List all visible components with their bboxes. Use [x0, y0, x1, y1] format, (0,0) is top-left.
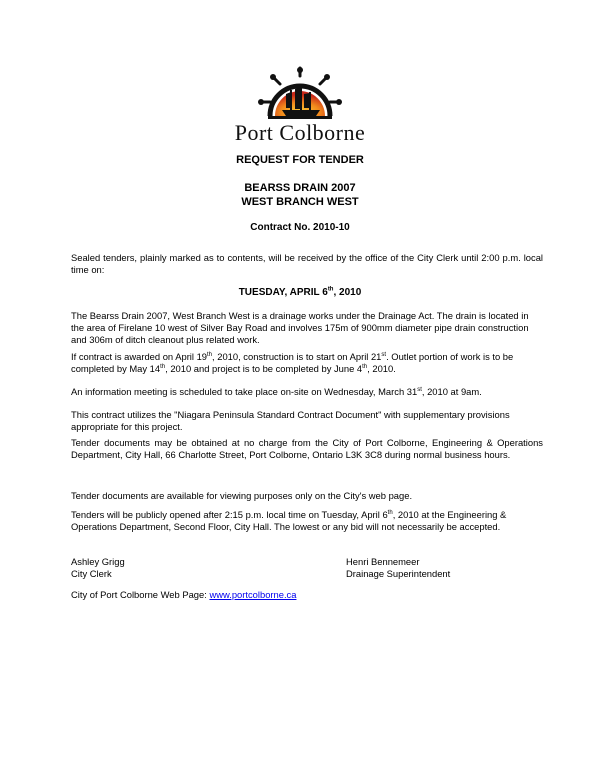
signatory-left-title: City Clerk: [71, 568, 112, 579]
description-paragraph: The Bearss Drain 2007, West Branch West is a drainage works under the Drainage Act. The drain is located in the area of Firelane 10 west of Silver Bay Road and involves 175m of 900mm diameter pipe drain construction and 306m of ditch cleanout plus related work.: [71, 310, 529, 345]
opening-paragraph: Tenders will be publicly opened after 2:15 p.m. local time on Tuesday, April 6th, 2010 at the Engineering & Operations Department, Second Floor, City Hall. The lowest or any bid will not necessarily be accepted.: [71, 509, 507, 532]
signatory-right-name: Henri Bennemeer: [346, 556, 420, 567]
web-page-line: [71, 589, 543, 601]
meeting-paragraph: An information meeting is scheduled to take place on-site on Wednesday, March 31st, 2010 at 9am.: [71, 386, 482, 397]
signatory-left-name: Ashley Grigg: [71, 556, 125, 567]
tender-documents-paragraph: Tender documents may be obtained at no charge from the City of Port Colborne, Engineering & Operations Department, City Hall, 66 Charlotte Street, Port Colborne, Ontario L3K 3C8 during normal business hours.: [71, 437, 543, 460]
web-page-link[interactable]: www.portcolborne.ca: [209, 589, 297, 600]
project-name-line2: WEST BRANCH WEST: [241, 196, 359, 208]
viewing-paragraph: Tender documents are available for viewing purposes only on the City's web page.: [71, 490, 413, 501]
signatory-left: [71, 556, 125, 580]
contract-document-paragraph: This contract utilizes the "Niagara Peninsula Standard Contract Document" with supplementary provisions appropriate for this project.: [71, 409, 510, 432]
schedule-paragraph: If contract is awarded on April 19th, 2010, construction is to start on April 21st. Outlet portion of work is to be completed by May 14th, 2010 and project is to be completed by June 4th, 2010.: [71, 351, 514, 374]
signatory-right-title: Drainage Superintendent: [346, 568, 451, 579]
contract-number: Contract No. 2010-10: [250, 222, 350, 233]
signatory-right: [346, 556, 450, 580]
web-page-label: City of Port Colborne Web Page:: [71, 589, 210, 600]
document-title: REQUEST FOR TENDER: [236, 154, 364, 166]
project-name-line1: BEARSS DRAIN 2007: [244, 182, 356, 194]
logo-wordmark: Port Colborne: [234, 120, 366, 145]
intro-paragraph: Sealed tenders, plainly marked as to contents, will be received by the office of the City Clerk until 2:00 p.m. local time on:: [71, 252, 543, 275]
closing-date: TUESDAY, APRIL 6th, 2010: [238, 286, 362, 298]
